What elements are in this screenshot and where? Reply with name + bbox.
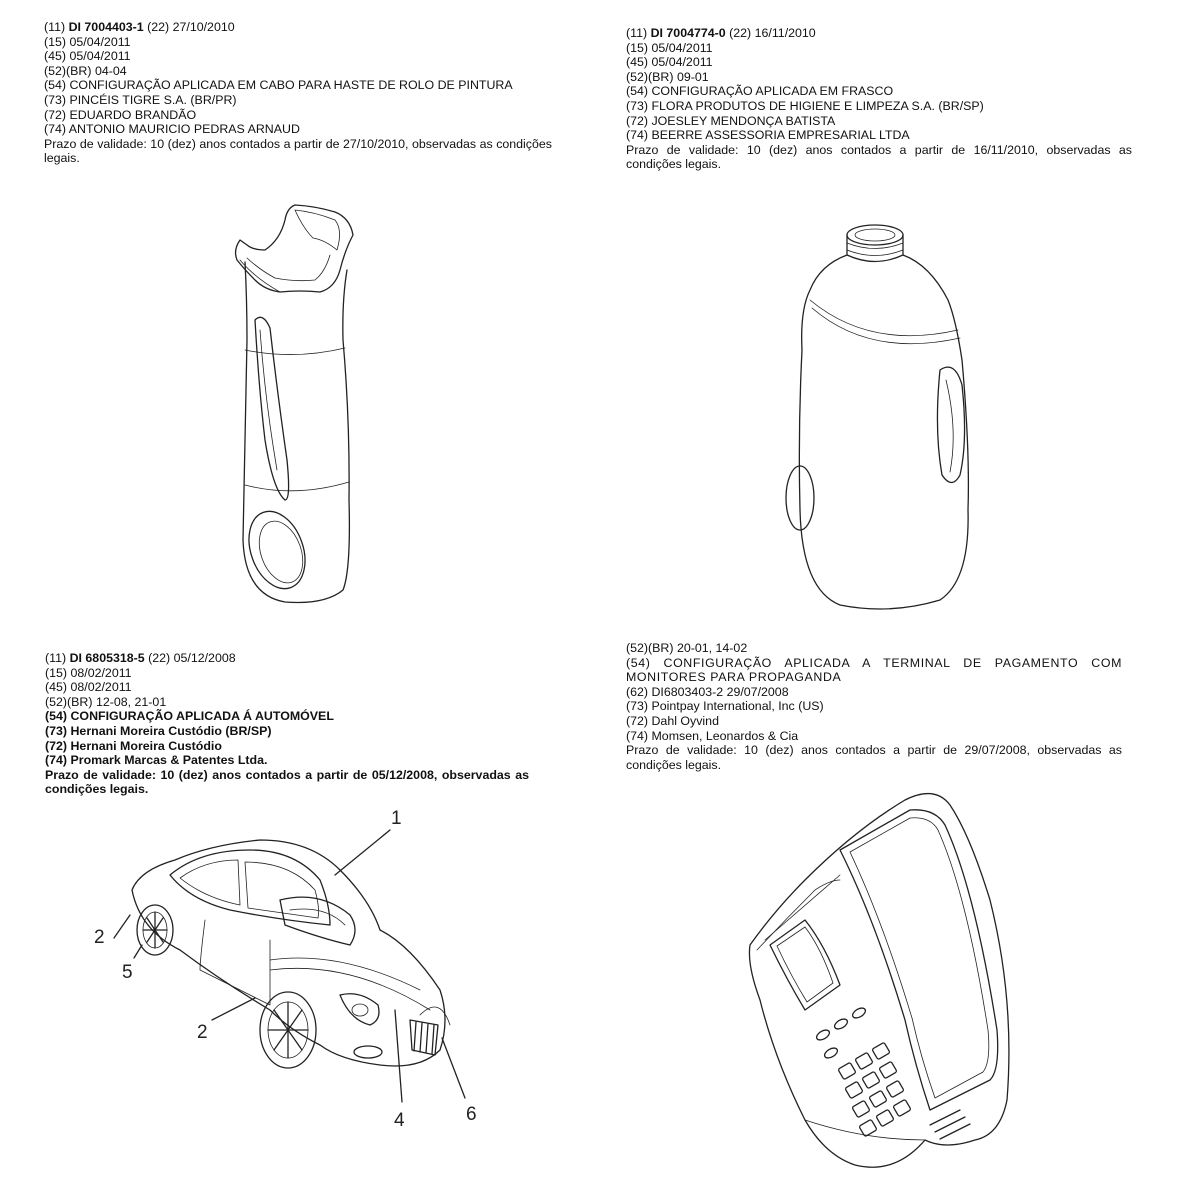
- callout-1: 1: [391, 808, 402, 829]
- registration-number: DI 7004774-0: [650, 26, 726, 40]
- entry-attorney: (74) BEERRE ASSESSORIA EMPRESARIAL LTDA: [626, 128, 910, 143]
- callout-5: 5: [122, 962, 133, 983]
- entry-holder: (73) Hernani Moreira Custódio (BR/SP): [45, 723, 272, 738]
- code-label: (11): [44, 20, 66, 34]
- entry-line: (45) 08/02/2011: [45, 680, 132, 695]
- validity-text: Prazo de validade: 10 (dez) anos contados a partir de 29/07/2008, observadas as condições legais.: [626, 743, 1122, 772]
- code-label: (11): [45, 651, 67, 665]
- validity-text: Prazo de validade: 10 (dez) anos contados a partir de 16/11/2010, observadas as condições legais.: [626, 142, 1132, 172]
- entry-header: [626, 26, 1132, 41]
- entry-author: (72) EDUARDO BRANDÃO: [44, 107, 197, 122]
- paint-roller-handle-figure: [225, 200, 365, 610]
- entry-line: (52)(BR) 20-01, 14-02: [626, 641, 748, 655]
- bottle-figure: [780, 210, 980, 620]
- code-label: (11): [626, 26, 648, 40]
- entry-holder: (73) PINCÉIS TIGRE S.A. (BR/PR): [44, 92, 237, 107]
- entry-line: (15) 05/04/2011: [626, 40, 713, 55]
- design-entry-terminal: [626, 641, 1122, 772]
- validity-text: Prazo de validade: 10 (dez) anos contados a partir de 05/12/2008, observadas as condições legais.: [45, 767, 529, 797]
- design-entry-handle: [44, 20, 552, 166]
- entry-line: (52)(BR) 12-08, 21-01: [45, 694, 167, 709]
- entry-author: (72) Dahl Oyvind: [626, 713, 719, 728]
- entry-attorney: (74) Promark Marcas & Patentes Ltda.: [45, 753, 268, 768]
- entry-attorney: (74) ANTONIO MAURICIO PEDRAS ARNAUD: [44, 122, 300, 137]
- callout-2a: 2: [94, 927, 105, 948]
- entry-line: (45) 05/04/2011: [44, 49, 131, 64]
- entry-line: (62) DI6803403-2 29/07/2008: [626, 684, 789, 699]
- entry-title: (54) CONFIGURAÇÃO APLICADA A TERMINAL DE PAGAMENTO COM MONITORES PARA PROPAGANDA: [626, 655, 1122, 685]
- automobile-figure: [120, 820, 480, 1090]
- design-entry-automobile: [45, 651, 529, 797]
- entry-title: (54) CONFIGURAÇÃO APLICADA EM CABO PARA HASTE DE ROLO DE PINTURA: [44, 78, 513, 93]
- callout-4: 4: [394, 1110, 405, 1131]
- entry-line: (52)(BR) 04-04: [44, 63, 127, 78]
- entry-holder: (73) FLORA PRODUTOS DE HIGIENE E LIMPEZA S.A. (BR/SP): [626, 98, 984, 113]
- entry-line: (52)(BR) 09-01: [626, 69, 709, 84]
- entry-holder: (73) Pointpay International, Inc (US): [626, 699, 824, 714]
- registration-number: DI 7004403-1: [68, 20, 144, 34]
- entry-line: (15) 05/04/2011: [44, 34, 131, 49]
- validity-text: Prazo de validade: 10 (dez) anos contados a partir de 27/10/2010, observadas as condições legais.: [44, 136, 552, 166]
- entry-line: (45) 05/04/2011: [626, 55, 713, 70]
- payment-terminal-figure: [745, 780, 1035, 1170]
- entry-author: (72) Hernani Moreira Custódio: [45, 738, 222, 753]
- filing-date: (22) 05/12/2008: [148, 651, 236, 665]
- filing-date: (22) 27/10/2010: [147, 20, 235, 34]
- filing-date: (22) 16/11/2010: [729, 26, 816, 40]
- entry-line: (15) 08/02/2011: [45, 665, 132, 680]
- entry-title: (54) CONFIGURAÇÃO APLICADA EM FRASCO: [626, 84, 894, 99]
- entry-title: (54) CONFIGURAÇÃO APLICADA Á AUTOMÓVEL: [45, 709, 334, 724]
- entry-header: [44, 20, 552, 35]
- callout-6: 6: [466, 1104, 477, 1125]
- registration-number: DI 6805318-5: [69, 651, 145, 665]
- entry-attorney: (74) Momsen, Leonardos & Cia: [626, 728, 799, 743]
- entry-author: (72) JOESLEY MENDONÇA BATISTA: [626, 113, 836, 128]
- callout-2b: 2: [197, 1022, 208, 1043]
- design-entry-bottle: [626, 26, 1132, 172]
- entry-header: [45, 651, 529, 666]
